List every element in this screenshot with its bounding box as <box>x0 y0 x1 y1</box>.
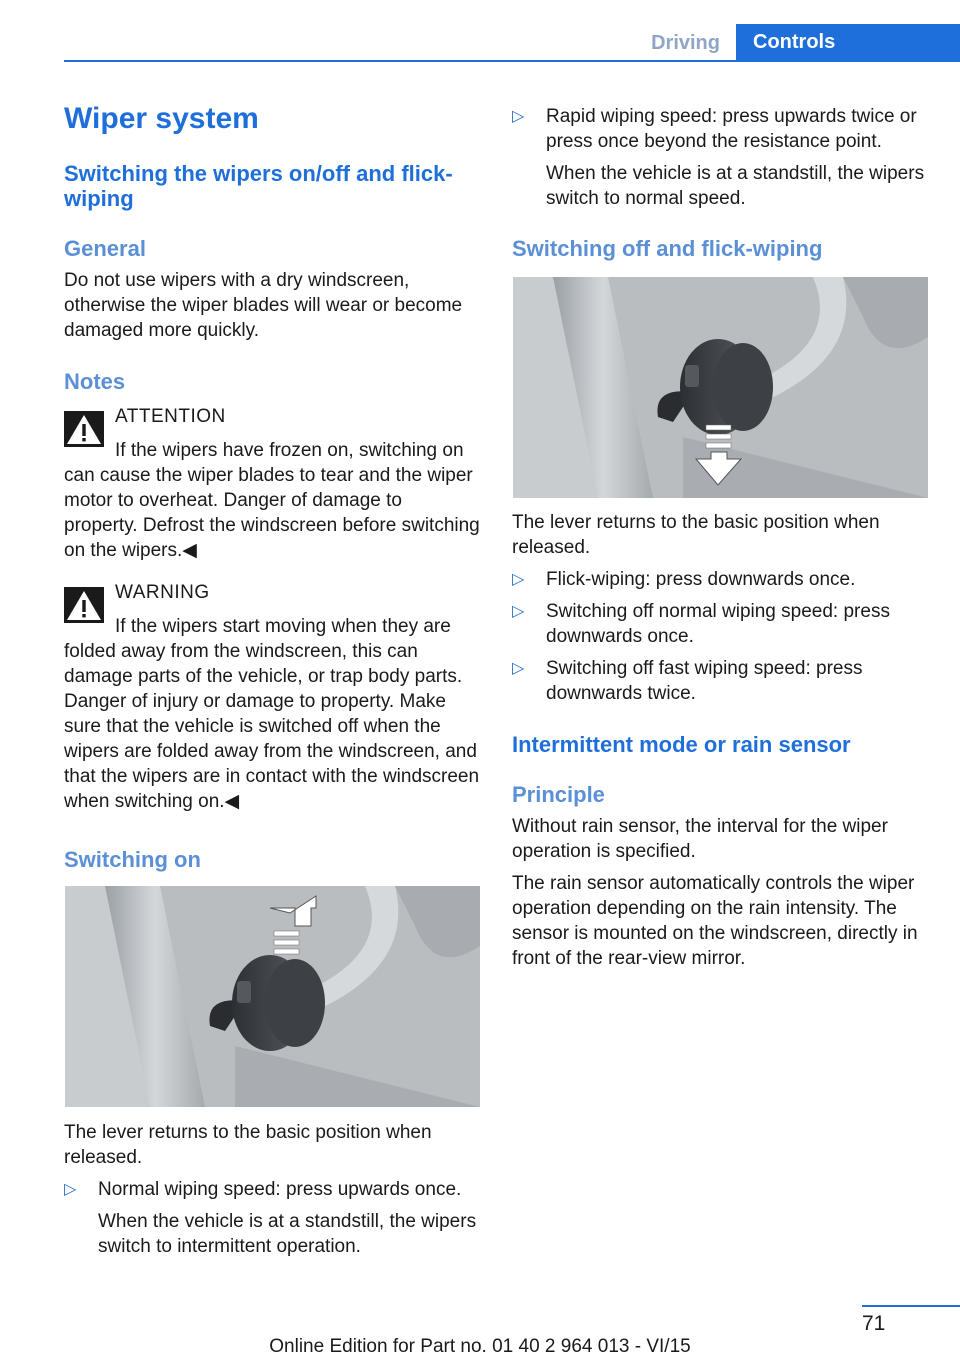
figure-caption-off: The lever returns to the basic position when released. <box>512 512 880 558</box>
principle-heading: Principle <box>512 782 605 807</box>
header-chapter-tab[interactable]: Controls <box>736 24 960 62</box>
lever-up-figure <box>65 886 480 1107</box>
notes-heading: Notes <box>64 369 126 394</box>
list-item <box>512 599 930 649</box>
header-section-tab[interactable]: Driving <box>651 32 720 54</box>
list-item-text: Switching off normal wiping speed: press downwards once. <box>546 601 890 647</box>
footer-rule <box>862 1305 960 1307</box>
bullet-marker-icon: ▷ <box>512 108 525 125</box>
section-title: Switching the wipers on/off and flick-wiping <box>64 161 453 211</box>
general-heading: General <box>64 236 146 261</box>
attention-title: ATTENTION <box>115 406 226 427</box>
page-title: Wiper system <box>64 102 259 135</box>
bullet-marker-icon: ▷ <box>512 603 525 620</box>
list-item <box>64 1177 482 1202</box>
bullet-marker-icon: ▷ <box>512 571 525 588</box>
intermittent-heading: Intermittent mode or rain sensor <box>512 732 851 757</box>
warning-text: If the wipers start moving when they are folded away from the windscreen, this can damage parts of the vehicle, or trap body parts. Danger of injury or damage to property. Make sure that the vehicle is switched off when the wipers are folded away from the windscreen, and that the wipers are in contact with the windscreen when switching on.◀ <box>64 616 480 812</box>
list-item-text: Rapid wiping speed: press upwards twice or press once beyond the resistance point. <box>546 106 917 152</box>
list-item-text: Normal wiping speed: press upwards once. <box>98 1179 462 1200</box>
list-item-subtext: When the vehicle is at a standstill, the wipers switch to intermittent operation. <box>98 1211 477 1257</box>
list-item <box>512 567 930 592</box>
list-item-text: Flick-wiping: press downwards once. <box>546 569 856 590</box>
general-text: Do not use wipers with a dry windscreen, otherwise the wiper blades will wear or become damaged more quickly. <box>64 270 463 341</box>
bullet-marker-icon: ▷ <box>64 1181 77 1198</box>
warning-title: WARNING <box>115 582 210 603</box>
list-item <box>512 104 930 154</box>
switching-on-heading: Switching on <box>64 847 201 872</box>
list-item <box>512 656 930 706</box>
page-number: 71 <box>862 1312 886 1335</box>
lever-down-figure <box>513 277 928 498</box>
edition-footer: Online Edition for Part no. 01 40 2 964 013 - VI/15 <box>269 1336 691 1357</box>
principle-text-2: The rain sensor automatically controls the wiper operation depending on the rain intensity. The sensor is mounted on the windscreen, directly in front of the rear-view mirror. <box>512 873 918 969</box>
figure-caption-on: The lever returns to the basic position when released. <box>64 1122 432 1168</box>
switching-off-heading: Switching off and flick-wiping <box>512 236 823 261</box>
list-item-subtext: When the vehicle is at a standstill, the wipers switch to normal speed. <box>546 163 925 209</box>
bullet-marker-icon: ▷ <box>512 660 525 677</box>
principle-text-1: Without rain sensor, the interval for the wiper operation is specified. <box>512 816 888 862</box>
list-item-text: Switching off fast wiping speed: press downwards twice. <box>546 658 863 704</box>
attention-text: If the wipers have frozen on, switching on can cause the wiper blades to tear and the wiper motor to overheat. Danger of damage to property. Defrost the windscreen before switching on the wipers.◀ <box>64 440 480 561</box>
